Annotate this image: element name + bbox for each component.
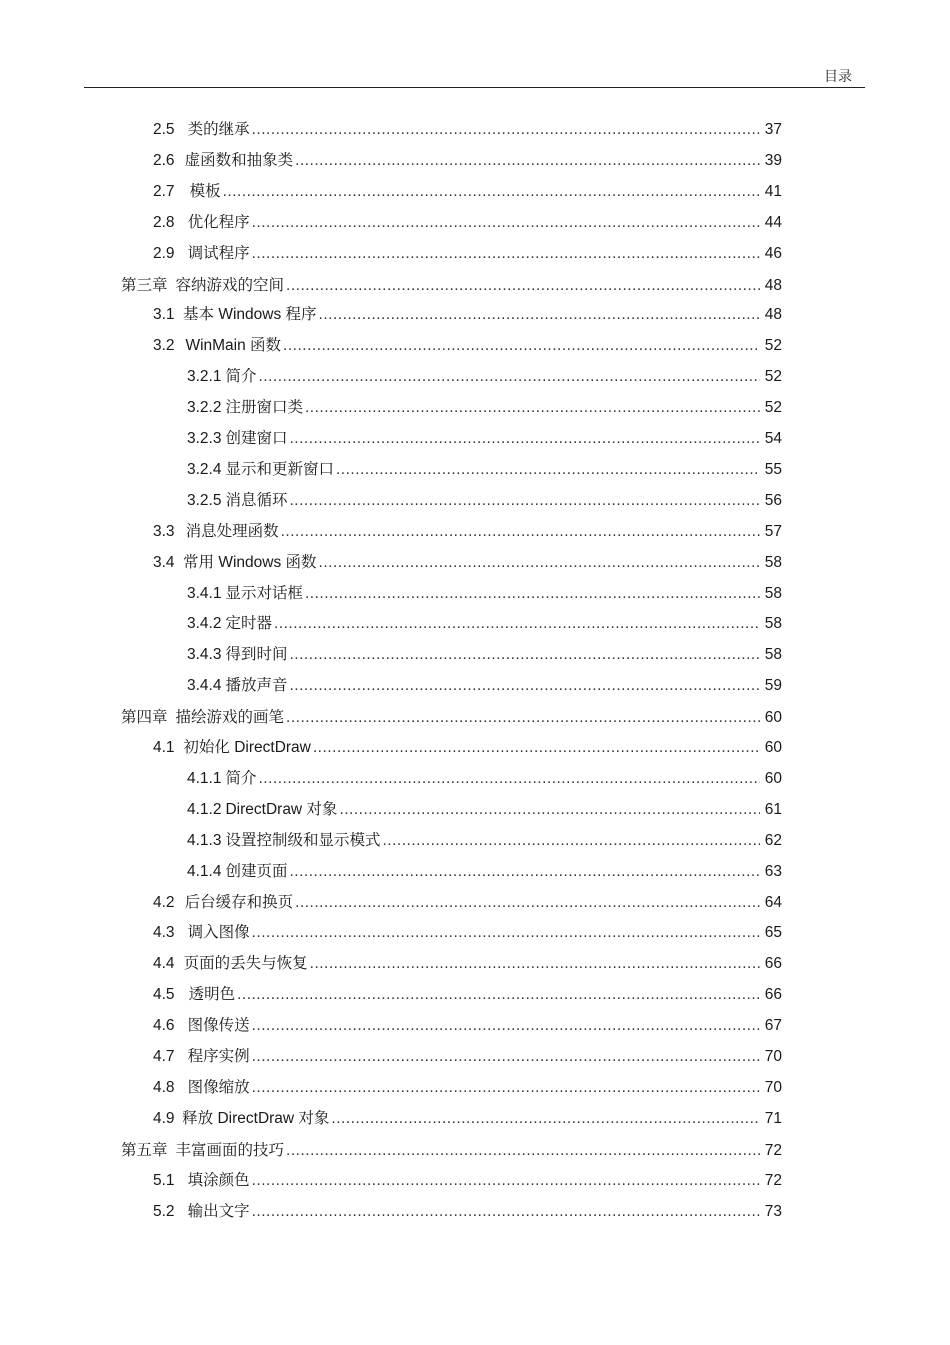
toc-entry-number: 第三章 (121, 275, 168, 294)
toc-entry-number: 3.4.4 (187, 677, 222, 695)
toc-leader-dots (252, 209, 760, 237)
toc-entry-page: 73 (764, 1202, 782, 1220)
toc-entry-number: 4.1 (153, 739, 175, 756)
toc-entry-title: 图像缩放 (187, 1078, 250, 1096)
toc-entry-number: 5.2 (153, 1202, 175, 1220)
toc-entry-number: 第五章 (121, 1140, 168, 1159)
toc-leader-dots (252, 1012, 760, 1040)
toc-entry-number: 4.5 (153, 986, 175, 1004)
toc-leader-dots (283, 332, 760, 360)
toc-entry-number: 3.2.3 (187, 430, 222, 447)
toc-entry-title: 定时器 (225, 615, 272, 633)
toc-entry-title: 输出文字 (187, 1202, 250, 1220)
toc-leader-dots (290, 487, 761, 515)
toc-entry-title: 设置控制级和显示模式 (225, 831, 381, 849)
toc-entry-title: 基本 Windows 程序 (183, 306, 317, 324)
page-header-label: 目录 (824, 69, 852, 85)
toc-entry-number: 3.4.1 (187, 584, 222, 602)
toc-entry-title: 创建页面 (225, 862, 288, 880)
toc-entry-title: 消息循环 (225, 491, 288, 509)
toc-entry-title: 页面的丢失与恢复 (183, 955, 308, 973)
toc-entry-title: 后台缓存和换页 (184, 893, 294, 911)
toc-leader-dots (274, 610, 760, 638)
toc-entry-page: 39 (764, 151, 782, 169)
toc-entry-number: 2.5 (153, 121, 175, 138)
toc-entry-title: WinMain 函数 (185, 337, 282, 355)
toc-entry-title: 容纳游戏的空间 (175, 276, 285, 294)
toc-leader-dots (237, 981, 760, 1009)
toc-entry-page: 61 (764, 800, 782, 818)
toc-entry-page: 58 (764, 646, 782, 664)
toc-entry-page: 72 (764, 1141, 782, 1159)
toc-entry[interactable] (0, 487, 782, 515)
toc-entry-number: 3.2.5 (187, 491, 222, 509)
toc-entry-page: 58 (764, 584, 782, 602)
toc-entry-title: 优化程序 (187, 213, 250, 231)
toc-entry-number: 4.1.4 (187, 862, 222, 880)
toc-entry[interactable] (0, 858, 782, 886)
toc-entry-page: 67 (764, 1017, 782, 1035)
toc-entry-number: 第四章 (121, 708, 168, 727)
toc-entry-number: 3.4.3 (187, 646, 222, 664)
toc-leader-dots (290, 641, 761, 669)
toc-leader-dots (252, 240, 760, 268)
toc-entry[interactable] (0, 672, 782, 700)
toc-entry[interactable] (0, 734, 782, 762)
toc-entry-title: 常用 Windows 函数 (183, 553, 317, 571)
toc-entry[interactable] (0, 456, 782, 484)
toc-entry-number: 3.2 (153, 337, 175, 355)
toc-entry-number: 4.9 (153, 1109, 175, 1127)
toc-entry-page: 62 (764, 831, 782, 849)
toc-leader-dots (305, 580, 760, 608)
toc-entry-title: 简介 (225, 769, 257, 787)
toc-leader-dots (305, 394, 760, 422)
toc-entry-number: 4.2 (153, 893, 175, 911)
toc-entry[interactable] (0, 394, 782, 422)
toc-entry-title: 播放声音 (225, 677, 288, 695)
toc-entry[interactable] (0, 1198, 782, 1226)
toc-entry-page: 66 (764, 955, 782, 973)
toc-entry-title: 图像传送 (187, 1017, 250, 1035)
toc-entry-title: 描绘游戏的画笔 (175, 709, 285, 727)
toc-entry-number: 4.4 (153, 955, 175, 973)
toc-entry-page: 52 (764, 368, 782, 386)
toc-entry[interactable] (0, 950, 782, 978)
toc-entry[interactable] (0, 580, 782, 608)
toc-entry-title: 透明色 (188, 986, 236, 1004)
toc-entry-page: 60 (764, 709, 782, 727)
toc-leader-dots (331, 1105, 760, 1133)
toc-entry-page: 70 (764, 1048, 782, 1065)
toc-entry-title: 释放 DirectDraw 对象 (182, 1109, 330, 1127)
toc-leader-dots (336, 456, 760, 484)
toc-entry[interactable] (0, 240, 782, 268)
toc-entry-title: 类的继承 (187, 121, 250, 138)
toc-entry-number: 2.7 (153, 182, 175, 200)
toc-entry-number: 4.1.1 (187, 769, 222, 787)
toc-leader-dots (223, 178, 760, 206)
toc-entry[interactable] (0, 889, 782, 917)
toc-entry-number: 3.4 (153, 553, 175, 571)
toc-entry-page: 60 (764, 769, 782, 787)
toc-entry-page: 52 (764, 337, 782, 355)
toc-entry-page: 64 (764, 893, 782, 911)
toc-entry[interactable] (0, 919, 782, 947)
toc-leader-dots (252, 1167, 760, 1195)
toc-entry-page: 57 (764, 522, 782, 540)
toc-entry[interactable] (0, 1105, 782, 1133)
toc-entry-page: 65 (764, 924, 782, 942)
toc-entry-title: 调入图像 (187, 924, 250, 942)
toc-entry-title: 注册窗口类 (225, 399, 303, 417)
toc-entry-title: 填涂颜色 (187, 1171, 250, 1189)
toc-entry-number: 3.1 (153, 306, 175, 324)
toc-entry[interactable] (0, 1074, 782, 1102)
toc-leader-dots (383, 827, 761, 855)
toc-entry-title: 显示和更新窗口 (225, 460, 334, 478)
toc-entry-page: 44 (764, 213, 782, 231)
toc-entry-number: 4.8 (153, 1078, 175, 1096)
toc-entry[interactable] (0, 332, 782, 360)
toc-leader-dots (310, 950, 760, 978)
toc-entry[interactable] (0, 610, 782, 638)
toc-leader-dots (286, 1137, 760, 1165)
toc-entry-page: 71 (764, 1109, 782, 1127)
toc-entry-page: 54 (764, 430, 782, 447)
toc-entry-number: 3.4.2 (187, 615, 222, 633)
toc-entry[interactable] (0, 765, 782, 793)
toc-entry-title: 显示对话框 (225, 584, 303, 602)
toc-entry-page: 63 (764, 862, 782, 880)
toc-entry[interactable] (0, 209, 782, 237)
toc-entry-number: 4.3 (153, 924, 175, 942)
toc-entry-title: 创建窗口 (225, 430, 288, 447)
toc-entry[interactable] (0, 981, 782, 1009)
toc-entry-title: 得到时间 (225, 646, 288, 664)
toc-leader-dots (295, 147, 760, 175)
toc-entry-number: 4.6 (153, 1017, 175, 1035)
toc-entry-page: 72 (764, 1171, 782, 1189)
toc-leader-dots (252, 1074, 760, 1102)
toc-entry-page: 59 (764, 677, 782, 695)
toc-entry-title: 虚函数和抽象类 (184, 151, 294, 169)
toc-entry-page: 46 (764, 244, 782, 262)
toc-entry-title: 程序实例 (187, 1048, 250, 1065)
toc-leader-dots (290, 425, 761, 453)
toc-entry[interactable] (0, 301, 782, 329)
toc-entry-title: 初始化 DirectDraw (183, 739, 311, 756)
toc-leader-dots (286, 272, 760, 300)
toc-entry-title: 丰富画面的技巧 (175, 1141, 285, 1159)
toc-leader-dots (313, 734, 760, 762)
toc-entry-page: 48 (764, 276, 782, 294)
toc-entry-title: 简介 (225, 368, 257, 386)
toc-chapter-entry[interactable] (0, 703, 782, 731)
toc-leader-dots (286, 704, 760, 732)
toc-leader-dots (259, 363, 761, 391)
toc-entry-number: 3.2.4 (187, 460, 222, 478)
toc-entry-title: 消息处理函数 (185, 522, 279, 540)
toc-entry[interactable] (0, 363, 782, 391)
toc-entry[interactable] (0, 827, 782, 855)
header-rule (84, 87, 865, 88)
toc-entry-number: 2.8 (153, 213, 175, 231)
toc-entry-number: 3.2.1 (187, 368, 222, 386)
toc-entry[interactable] (0, 796, 782, 824)
toc-entry-page: 70 (764, 1078, 782, 1096)
toc-entry-number: 3.2.2 (187, 399, 222, 417)
toc-leader-dots (319, 301, 760, 329)
toc-leader-dots (290, 672, 761, 700)
toc-entry-page: 66 (764, 986, 782, 1004)
toc-entry-page: 58 (764, 553, 782, 571)
toc-entry-number: 5.1 (153, 1171, 175, 1189)
toc-entry[interactable] (0, 518, 782, 546)
toc-entry[interactable] (0, 1167, 782, 1195)
toc-entry[interactable] (0, 1012, 782, 1040)
toc-entry-page: 58 (764, 615, 782, 633)
toc-leader-dots (319, 549, 760, 577)
toc-leader-dots (281, 518, 760, 546)
toc-leader-dots (252, 1043, 760, 1071)
toc-entry-number: 4.7 (153, 1048, 175, 1065)
toc-entry-title: DirectDraw 对象 (225, 800, 338, 818)
toc-entry-number: 3.3 (153, 522, 175, 540)
toc-chapter-entry[interactable] (0, 1136, 782, 1164)
toc-entry[interactable] (0, 147, 782, 175)
toc-entry-page: 37 (764, 121, 782, 138)
toc-entry-page: 55 (764, 460, 782, 478)
toc-entry-page: 48 (764, 306, 782, 324)
toc-leader-dots (252, 1198, 760, 1226)
toc-entry-number: 4.1.3 (187, 831, 222, 849)
toc-entry-number: 4.1.2 (187, 800, 222, 818)
toc-leader-dots (339, 796, 760, 824)
toc-leader-dots (252, 116, 760, 144)
toc-entry-number: 2.9 (153, 244, 175, 262)
toc-entry-page: 60 (764, 739, 782, 756)
toc-entry[interactable] (0, 425, 782, 453)
toc-entry[interactable] (0, 549, 782, 577)
toc-entry-page: 52 (764, 399, 782, 417)
toc-entry[interactable] (0, 1043, 782, 1071)
toc-entry[interactable] (0, 116, 782, 144)
toc-entry-title: 模板 (189, 182, 221, 200)
toc-entry-title: 调试程序 (187, 244, 250, 262)
toc-chapter-entry[interactable] (0, 271, 782, 299)
toc-entry[interactable] (0, 178, 782, 206)
toc-leader-dots (259, 765, 761, 793)
toc-entry-page: 41 (764, 182, 782, 200)
toc-leader-dots (290, 858, 761, 886)
toc-entry-number: 2.6 (153, 151, 175, 169)
toc-entry-page: 56 (764, 491, 782, 509)
toc-entry[interactable] (0, 641, 782, 669)
toc-leader-dots (252, 919, 760, 947)
toc-leader-dots (295, 889, 760, 917)
